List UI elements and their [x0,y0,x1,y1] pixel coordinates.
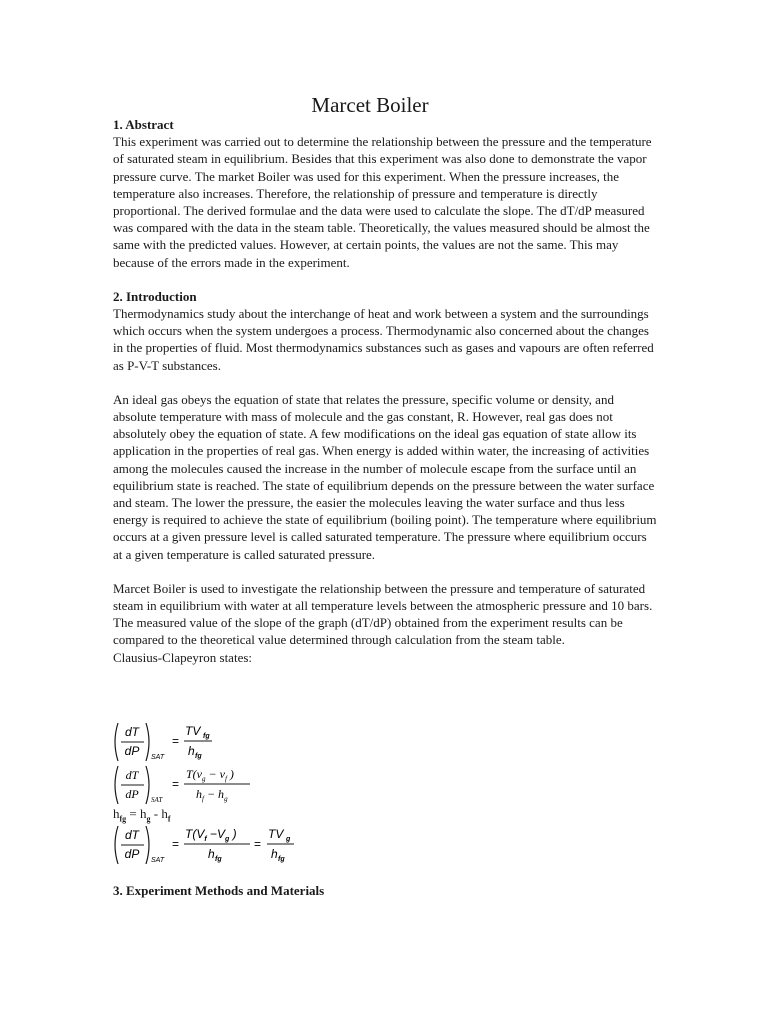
eq1-numerator-sub: fg [203,733,210,740]
document-title: Marcet Boiler [311,93,429,117]
eq3-equals-1: = [172,837,180,851]
eq3-num-minus: −V [206,827,226,841]
document-body [113,116,658,666]
abstract-heading: 1. Abstract [113,117,174,132]
eq3-den-sub: fg [215,856,222,863]
equation-3 [112,823,312,872]
methods-heading: 3. Experiment Methods and Materials [113,883,325,898]
eq2-num-T: T(v [186,767,202,781]
eq3-num-sub-g: g [225,836,230,843]
introduction-paragraph-2: An ideal gas obeys the equation of state that relates the pressure, specific volume or density, and absolute temperature with mass of molecule and the gas constant, R. However, real gas does not absolutely obey the equation of state. A few modifications on the ideal gas equation of state allow its application in the properties of real gas. When energy is added within water, the increasing of activities among the molecules caused the increase in the number of molecule escape from the surface until an equilibrium state is reached. The state of equilibrium depends on the pressure between the water surface and steam. The lower the pressure, the easier the molecules leaving the water surface and thus less energy is required to achieve the state of equilibrium (boiling point). The temperature where equilibrium occurs at a given pressure level is called saturated temperature. The pressure where equilibrium occurs at a given temperature is called saturated pressure. [113,391,657,562]
abstract-paragraph: This experiment was carried out to determine the relationship between the pressure and the temperature of saturated steam in equilibrium. Besides that this experiment was also done to demonstrate the vapor pressure curve. The market Boiler was used for this experiment. When the pressure increases, the temperature also increases. Therefore, the relationship of pressure and temperature is directly proportional. The derived formulae and the data were used to calculate the slope. The dT/dP measured was compared with the data in the steam table. Theoretically, the values measured should be almost the same with the predicted values. However, at certain points, the values are not the same. This may because of the errors made in the experiment. [113,134,652,270]
hfg-definition: $h_{fg} = h_g - h_f$ [113,806,171,824]
eq1-denominator-sub: fg [195,753,202,760]
eq2-den-minus: − h [203,787,225,801]
eq3-num2: TV [268,827,284,841]
eq3-equals-2: = [254,837,262,851]
eq2-den-h: h [196,787,202,801]
eq3-num2-sub: g [286,836,291,843]
svg-text:T(Vf −Vg ) [185,827,237,843]
eq2-den-sub-f: f [202,795,204,803]
eq1-dT: dT [124,725,140,739]
clausius-clapeyron-label: Clausius-Clapeyron states: [113,649,253,665]
eq3-den2-sub: fg [278,856,285,863]
eq1-equals: = [172,734,180,748]
eq1-dP: dP [124,744,140,758]
eq2-sat: SAT [151,796,163,804]
eq2-dP: dP [125,787,139,801]
eq3-num-close: ) [229,827,237,841]
eq1-sat: SAT [151,754,165,761]
eq3-den: h [208,847,215,861]
eq3-den2: h [271,847,278,861]
introduction-paragraph-3: Marcet Boiler is used to investigate the relationship between the pressure and temperature of saturated steam in equilibrium with water at all temperature levels between the atmospheric pressure and 10 bars. The measured value of the slope of the graph (dT/dP) obtained from the experiment results can be compared to the theoretical value determined through calculation from the steam table. [113,580,653,648]
eq2-num-minus: − v [205,767,225,781]
eq1-numerator: TV [185,724,201,738]
eq3-num-T: T(V [185,827,205,841]
eq3-num-sub-f: f [204,836,207,843]
svg-text:T(vg − vf ) [186,767,234,783]
eq2-num-sub-g: g [202,775,206,783]
eq2-num-close: ) [226,767,234,781]
equation-2 [112,763,272,812]
eq3-dP: dP [124,847,140,861]
equation-1 [112,720,232,769]
svg-text:hf − hg [196,787,228,803]
eq3-sat: SAT [151,857,165,864]
eq2-den-sub-g: g [224,795,228,803]
eq3-dT: dT [124,828,140,842]
introduction-heading: 2. Introduction [113,288,197,304]
introduction-paragraph-1: Thermodynamics study about the interchange of heat and work between a system and the surroundings which occurs when the system undergoes a process. Thermodynamic also concerned about the changes in the properties of fluid. Most thermodynamics substances such as gases and vapours are often referred as P-V-T substances. [113,306,654,373]
eq2-num-sub-f: f [224,775,227,783]
eq2-equals: = [172,777,180,791]
eq2-dT: dT [125,768,139,782]
eq1-denominator: h [188,744,195,758]
